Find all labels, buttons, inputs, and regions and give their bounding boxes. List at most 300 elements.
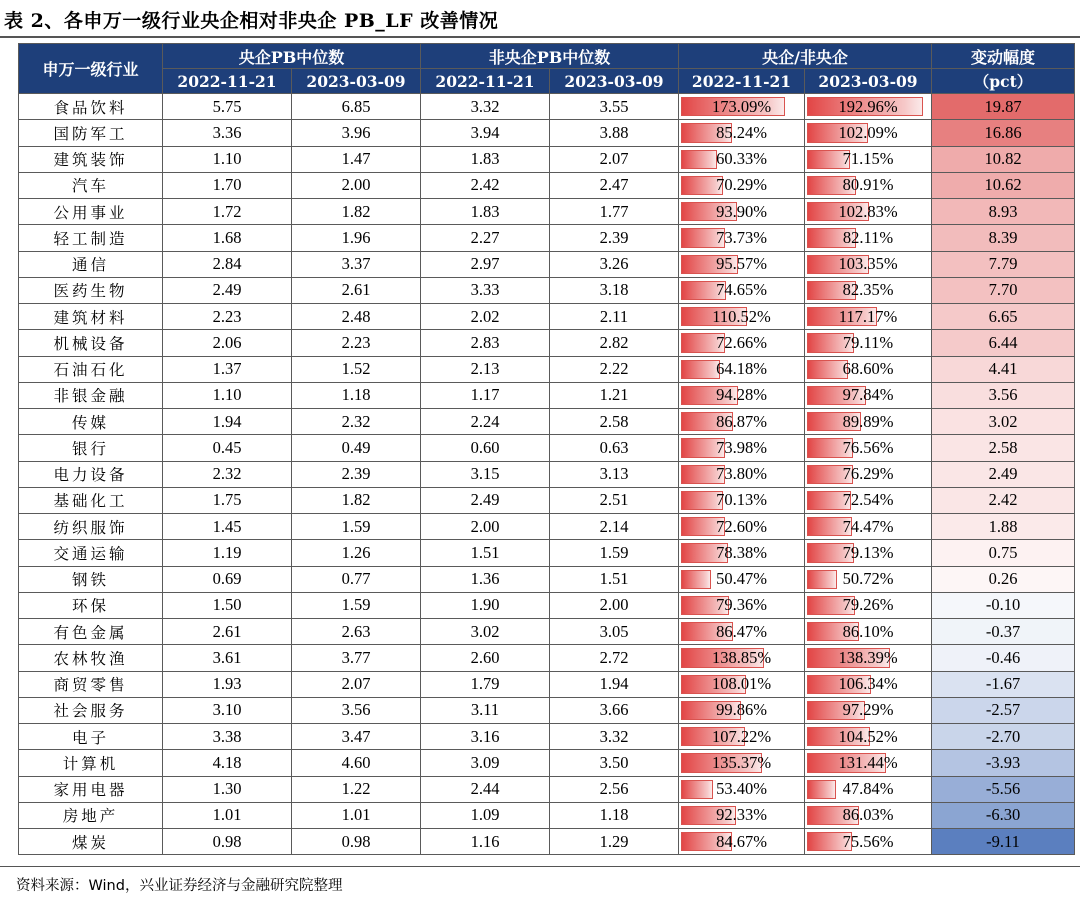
- table-row: [19, 750, 1075, 776]
- ratio-value: 50.47%: [716, 569, 767, 589]
- change-cell: 6.44: [932, 330, 1075, 356]
- change-cell: -5.56: [932, 776, 1075, 802]
- ratio-value: 47.84%: [842, 779, 894, 799]
- ratio-cell: [805, 724, 932, 750]
- ratio-cell: [805, 120, 932, 146]
- ratio-cell: [679, 435, 805, 461]
- table-row: [19, 225, 1075, 251]
- non-soe-pb-cell: 2.42: [421, 172, 550, 198]
- non-soe-pb-cell: 1.09: [421, 802, 550, 828]
- ratio-value: 94.28%: [716, 385, 767, 405]
- industry-cell: 商贸零售: [19, 671, 163, 697]
- non-soe-pb-cell: 2.51: [550, 487, 679, 513]
- change-cell: -1.67: [932, 671, 1075, 697]
- pb-comparison-table: [18, 43, 1075, 855]
- date-header: 2023-03-09: [550, 69, 679, 94]
- ratio-value: 102.83%: [838, 201, 898, 221]
- industry-cell: 交通运输: [19, 540, 163, 566]
- table-row: [19, 435, 1075, 461]
- change-cell: -0.37: [932, 619, 1075, 645]
- ratio-cell: [679, 592, 805, 618]
- ratio-cell: [679, 514, 805, 540]
- ratio-cell: [679, 120, 805, 146]
- non-soe-pb-cell: 2.60: [421, 645, 550, 671]
- soe-pb-cell: 1.19: [163, 540, 292, 566]
- soe-pb-cell: 3.10: [163, 697, 292, 723]
- ratio-cell: [805, 829, 932, 855]
- ratio-cell: [679, 356, 805, 382]
- industry-header: 申万一级行业: [19, 44, 163, 94]
- industry-cell: 轻工制造: [19, 225, 163, 251]
- soe-pb-cell: 1.26: [292, 540, 421, 566]
- non-soe-pb-cell: 2.49: [421, 487, 550, 513]
- table-row: [19, 776, 1075, 802]
- change-header: 变动幅度: [932, 44, 1075, 69]
- change-cell: -2.70: [932, 724, 1075, 750]
- ratio-value: 86.47%: [716, 621, 767, 641]
- soe-pb-cell: 1.47: [292, 146, 421, 172]
- footer-rule: [0, 866, 1080, 867]
- non-soe-pb-cell: 2.83: [421, 330, 550, 356]
- non-soe-pb-cell: 3.33: [421, 277, 550, 303]
- ratio-cell: [679, 225, 805, 251]
- ratio-cell: [679, 566, 805, 592]
- ratio-cell: [679, 724, 805, 750]
- soe-pb-cell: 3.47: [292, 724, 421, 750]
- non-soe-pb-cell: 1.21: [550, 382, 679, 408]
- ratio-cell: [805, 619, 932, 645]
- ratio-cell: [679, 199, 805, 225]
- industry-cell: 房地产: [19, 802, 163, 828]
- ratio-value: 68.60%: [842, 359, 894, 379]
- soe-pb-cell: 1.52: [292, 356, 421, 382]
- ratio-cell: [805, 776, 932, 802]
- ratio-value: 110.52%: [712, 306, 771, 326]
- soe-pb-cell: 4.18: [163, 750, 292, 776]
- soe-pb-cell: 2.06: [163, 330, 292, 356]
- non-soe-pb-header: 非央企PB中位数: [421, 44, 679, 69]
- ratio-value: 76.56%: [842, 437, 894, 457]
- ratio-cell: [805, 356, 932, 382]
- ratio-value: 75.56%: [842, 831, 894, 851]
- change-cell: 3.56: [932, 382, 1075, 408]
- ratio-cell: [805, 146, 932, 172]
- change-cell: 8.39: [932, 225, 1075, 251]
- soe-pb-cell: 1.70: [163, 172, 292, 198]
- ratio-databar: [807, 780, 836, 799]
- non-soe-pb-cell: 2.22: [550, 356, 679, 382]
- non-soe-pb-cell: 2.14: [550, 514, 679, 540]
- ratio-databar: [681, 150, 717, 169]
- ratio-cell: [805, 514, 932, 540]
- non-soe-pb-cell: 0.63: [550, 435, 679, 461]
- soe-pb-cell: 1.18: [292, 382, 421, 408]
- non-soe-pb-cell: 1.17: [421, 382, 550, 408]
- ratio-value: 53.40%: [716, 779, 767, 799]
- industry-cell: 机械设备: [19, 330, 163, 356]
- non-soe-pb-cell: 2.39: [550, 225, 679, 251]
- ratio-cell: [805, 487, 932, 513]
- soe-pb-cell: 1.01: [292, 802, 421, 828]
- non-soe-pb-cell: 1.90: [421, 592, 550, 618]
- table-row: [19, 356, 1075, 382]
- ratio-databar: [807, 570, 837, 589]
- non-soe-pb-cell: 2.00: [421, 514, 550, 540]
- ratio-cell: [805, 199, 932, 225]
- ratio-value: 72.54%: [842, 490, 894, 510]
- industry-cell: 环保: [19, 592, 163, 618]
- ratio-cell: [679, 94, 805, 120]
- ratio-cell: [679, 304, 805, 330]
- ratio-value: 70.13%: [716, 490, 767, 510]
- soe-pb-cell: 1.96: [292, 225, 421, 251]
- change-cell: -9.11: [932, 829, 1075, 855]
- non-soe-pb-cell: 3.50: [550, 750, 679, 776]
- ratio-cell: [805, 540, 932, 566]
- non-soe-pb-cell: 2.47: [550, 172, 679, 198]
- soe-pb-cell: 1.82: [292, 487, 421, 513]
- table-row: [19, 540, 1075, 566]
- ratio-value: 73.98%: [716, 437, 767, 457]
- non-soe-pb-cell: 3.88: [550, 120, 679, 146]
- ratio-cell: [679, 776, 805, 802]
- ratio-cell: [679, 829, 805, 855]
- change-cell: 10.62: [932, 172, 1075, 198]
- ratio-value: 85.24%: [716, 122, 767, 142]
- industry-cell: 电子: [19, 724, 163, 750]
- non-soe-pb-cell: 3.26: [550, 251, 679, 277]
- change-cell: -0.10: [932, 592, 1075, 618]
- non-soe-pb-cell: 3.32: [421, 94, 550, 120]
- soe-pb-cell: 1.93: [163, 671, 292, 697]
- industry-cell: 传媒: [19, 409, 163, 435]
- industry-cell: 建筑材料: [19, 304, 163, 330]
- ratio-value: 104.52%: [838, 726, 898, 746]
- ratio-value: 70.29%: [716, 175, 767, 195]
- change-cell: 16.86: [932, 120, 1075, 146]
- ratio-value: 73.80%: [716, 464, 767, 484]
- ratio-value: 60.33%: [716, 149, 767, 169]
- ratio-value: 80.91%: [842, 175, 894, 195]
- soe-pb-cell: 0.45: [163, 435, 292, 461]
- ratio-cell: [805, 435, 932, 461]
- non-soe-pb-cell: 2.00: [550, 592, 679, 618]
- non-soe-pb-cell: 2.02: [421, 304, 550, 330]
- industry-cell: 石油石化: [19, 356, 163, 382]
- ratio-value: 79.11%: [842, 332, 894, 352]
- table-row: [19, 277, 1075, 303]
- ratio-databar: [681, 360, 720, 379]
- date-header: 2022-11-21: [679, 69, 805, 94]
- ratio-cell: [805, 566, 932, 592]
- ratio-value: 79.26%: [842, 595, 894, 615]
- non-soe-pb-cell: 0.60: [421, 435, 550, 461]
- ratio-cell: [805, 697, 932, 723]
- ratio-value: 76.29%: [842, 464, 894, 484]
- ratio-header: 央企/非央企: [679, 44, 932, 69]
- ratio-value: 131.44%: [838, 752, 898, 772]
- ratio-value: 71.15%: [842, 149, 894, 169]
- soe-pb-cell: 3.96: [292, 120, 421, 146]
- ratio-value: 93.90%: [716, 201, 767, 221]
- change-cell: 4.41: [932, 356, 1075, 382]
- non-soe-pb-cell: 3.05: [550, 619, 679, 645]
- soe-pb-cell: 1.75: [163, 487, 292, 513]
- non-soe-pb-cell: 2.44: [421, 776, 550, 802]
- ratio-value: 82.11%: [842, 227, 894, 247]
- non-soe-pb-cell: 1.51: [421, 540, 550, 566]
- non-soe-pb-cell: 1.29: [550, 829, 679, 855]
- change-cell: 2.49: [932, 461, 1075, 487]
- soe-pb-cell: 0.98: [163, 829, 292, 855]
- soe-pb-cell: 1.82: [292, 199, 421, 225]
- soe-pb-cell: 2.07: [292, 671, 421, 697]
- table-row: [19, 697, 1075, 723]
- ratio-value: 73.73%: [716, 227, 767, 247]
- ratio-cell: [805, 671, 932, 697]
- change-cell: 3.02: [932, 409, 1075, 435]
- non-soe-pb-cell: 3.09: [421, 750, 550, 776]
- non-soe-pb-cell: 1.59: [550, 540, 679, 566]
- non-soe-pb-cell: 1.83: [421, 199, 550, 225]
- non-soe-pb-cell: 2.27: [421, 225, 550, 251]
- ratio-cell: [679, 382, 805, 408]
- industry-cell: 基础化工: [19, 487, 163, 513]
- soe-pb-cell: 3.61: [163, 645, 292, 671]
- table-row: [19, 829, 1075, 855]
- change-cell: 6.65: [932, 304, 1075, 330]
- change-cell: -0.46: [932, 645, 1075, 671]
- soe-pb-cell: 2.32: [292, 409, 421, 435]
- non-soe-pb-cell: 1.83: [421, 146, 550, 172]
- ratio-value: 72.60%: [716, 516, 767, 536]
- ratio-cell: [679, 172, 805, 198]
- industry-cell: 国防军工: [19, 120, 163, 146]
- ratio-value: 138.85%: [711, 647, 772, 667]
- soe-pb-cell: 1.68: [163, 225, 292, 251]
- ratio-cell: [679, 461, 805, 487]
- ratio-cell: [805, 172, 932, 198]
- non-soe-pb-cell: 1.79: [421, 671, 550, 697]
- soe-pb-cell: 4.60: [292, 750, 421, 776]
- table-row: [19, 487, 1075, 513]
- non-soe-pb-cell: 3.94: [421, 120, 550, 146]
- soe-pb-cell: 2.48: [292, 304, 421, 330]
- soe-pb-cell: 0.98: [292, 829, 421, 855]
- ratio-cell: [679, 487, 805, 513]
- industry-cell: 医药生物: [19, 277, 163, 303]
- soe-pb-cell: 5.75: [163, 94, 292, 120]
- ratio-cell: [805, 225, 932, 251]
- non-soe-pb-cell: 2.72: [550, 645, 679, 671]
- table-row: [19, 802, 1075, 828]
- ratio-cell: [805, 802, 932, 828]
- soe-pb-cell: 3.37: [292, 251, 421, 277]
- ratio-cell: [805, 277, 932, 303]
- soe-pb-cell: 1.37: [163, 356, 292, 382]
- soe-pb-cell: 2.39: [292, 461, 421, 487]
- ratio-cell: [805, 645, 932, 671]
- ratio-cell: [679, 697, 805, 723]
- ratio-value: 74.47%: [842, 516, 894, 536]
- industry-cell: 农林牧渔: [19, 645, 163, 671]
- table-row: [19, 461, 1075, 487]
- ratio-value: 138.39%: [838, 647, 898, 667]
- soe-pb-cell: 0.49: [292, 435, 421, 461]
- ratio-value: 107.22%: [711, 726, 772, 746]
- ratio-value: 74.65%: [716, 280, 767, 300]
- title-rule: [0, 36, 1080, 38]
- non-soe-pb-cell: 3.11: [421, 697, 550, 723]
- ratio-value: 135.37%: [711, 752, 772, 772]
- industry-cell: 钢铁: [19, 566, 163, 592]
- industry-cell: 公用事业: [19, 199, 163, 225]
- soe-pb-cell: 1.01: [163, 802, 292, 828]
- table-row: [19, 671, 1075, 697]
- ratio-cell: [679, 671, 805, 697]
- industry-cell: 非银金融: [19, 382, 163, 408]
- table-row: [19, 304, 1075, 330]
- industry-cell: 纺织服饰: [19, 514, 163, 540]
- soe-pb-cell: 3.56: [292, 697, 421, 723]
- ratio-value: 79.13%: [842, 542, 894, 562]
- non-soe-pb-cell: 1.18: [550, 802, 679, 828]
- table-row: [19, 172, 1075, 198]
- ratio-value: 78.38%: [716, 542, 767, 562]
- ratio-databar: [681, 570, 711, 589]
- ratio-value: 97.29%: [842, 700, 894, 720]
- change-cell: 10.82: [932, 146, 1075, 172]
- ratio-cell: [679, 802, 805, 828]
- non-soe-pb-cell: 2.07: [550, 146, 679, 172]
- ratio-value: 173.09%: [711, 96, 772, 116]
- soe-pb-cell: 2.49: [163, 277, 292, 303]
- non-soe-pb-cell: 1.36: [421, 566, 550, 592]
- change-cell: -2.57: [932, 697, 1075, 723]
- unit-header: （pct）: [932, 69, 1075, 94]
- ratio-cell: [805, 750, 932, 776]
- table-row: [19, 146, 1075, 172]
- ratio-value: 99.86%: [716, 700, 767, 720]
- non-soe-pb-cell: 2.13: [421, 356, 550, 382]
- non-soe-pb-cell: 3.55: [550, 94, 679, 120]
- non-soe-pb-cell: 1.51: [550, 566, 679, 592]
- ratio-value: 108.01%: [711, 674, 772, 694]
- ratio-cell: [679, 645, 805, 671]
- non-soe-pb-cell: 2.11: [550, 304, 679, 330]
- table-body: [19, 94, 1075, 855]
- soe-pb-cell: 2.23: [292, 330, 421, 356]
- table-row: [19, 645, 1075, 671]
- ratio-value: 192.96%: [838, 96, 898, 116]
- non-soe-pb-cell: 2.56: [550, 776, 679, 802]
- soe-pb-cell: 0.69: [163, 566, 292, 592]
- ratio-value: 95.57%: [716, 254, 767, 274]
- date-header: 2022-11-21: [163, 69, 292, 94]
- soe-pb-cell: 1.22: [292, 776, 421, 802]
- non-soe-pb-cell: 3.66: [550, 697, 679, 723]
- change-cell: -3.93: [932, 750, 1075, 776]
- ratio-databar: [807, 360, 848, 379]
- soe-pb-header: 央企PB中位数: [163, 44, 421, 69]
- date-header: 2023-03-09: [292, 69, 421, 94]
- ratio-value: 86.87%: [716, 411, 767, 431]
- soe-pb-cell: 2.00: [292, 172, 421, 198]
- industry-cell: 建筑装饰: [19, 146, 163, 172]
- ratio-cell: [805, 461, 932, 487]
- soe-pb-cell: 1.10: [163, 146, 292, 172]
- date-header: 2023-03-09: [805, 69, 932, 94]
- ratio-value: 103.35%: [838, 254, 898, 274]
- soe-pb-cell: 1.10: [163, 382, 292, 408]
- soe-pb-cell: 2.61: [163, 619, 292, 645]
- non-soe-pb-cell: 3.13: [550, 461, 679, 487]
- soe-pb-cell: 2.61: [292, 277, 421, 303]
- industry-cell: 通信: [19, 251, 163, 277]
- ratio-cell: [679, 330, 805, 356]
- soe-pb-cell: 2.32: [163, 461, 292, 487]
- soe-pb-cell: 2.63: [292, 619, 421, 645]
- change-cell: -6.30: [932, 802, 1075, 828]
- ratio-value: 72.66%: [716, 332, 767, 352]
- ratio-value: 84.67%: [716, 831, 767, 851]
- soe-pb-cell: 1.59: [292, 514, 421, 540]
- soe-pb-cell: 0.77: [292, 566, 421, 592]
- change-cell: 0.75: [932, 540, 1075, 566]
- industry-cell: 食品饮料: [19, 94, 163, 120]
- industry-cell: 计算机: [19, 750, 163, 776]
- ratio-value: 82.35%: [842, 280, 894, 300]
- ratio-cell: [805, 409, 932, 435]
- ratio-cell: [679, 251, 805, 277]
- industry-cell: 家用电器: [19, 776, 163, 802]
- table-row: [19, 199, 1075, 225]
- industry-cell: 有色金属: [19, 619, 163, 645]
- ratio-cell: [805, 94, 932, 120]
- ratio-value: 89.89%: [842, 411, 894, 431]
- industry-cell: 电力设备: [19, 461, 163, 487]
- soe-pb-cell: 3.38: [163, 724, 292, 750]
- non-soe-pb-cell: 3.02: [421, 619, 550, 645]
- ratio-value: 50.72%: [842, 569, 894, 589]
- table-row: [19, 592, 1075, 618]
- ratio-cell: [679, 750, 805, 776]
- soe-pb-cell: 1.72: [163, 199, 292, 225]
- ratio-cell: [679, 619, 805, 645]
- table-row: [19, 94, 1075, 120]
- non-soe-pb-cell: 3.18: [550, 277, 679, 303]
- soe-pb-cell: 1.59: [292, 592, 421, 618]
- table-row: [19, 120, 1075, 146]
- change-cell: 8.93: [932, 199, 1075, 225]
- non-soe-pb-cell: 2.97: [421, 251, 550, 277]
- ratio-value: 79.36%: [716, 595, 767, 615]
- ratio-cell: [805, 592, 932, 618]
- non-soe-pb-cell: 3.32: [550, 724, 679, 750]
- table-row: [19, 409, 1075, 435]
- change-cell: 2.42: [932, 487, 1075, 513]
- non-soe-pb-cell: 1.16: [421, 829, 550, 855]
- date-header: 2022-11-21: [421, 69, 550, 94]
- ratio-cell: [679, 277, 805, 303]
- ratio-value: 92.33%: [716, 805, 767, 825]
- ratio-cell: [805, 251, 932, 277]
- soe-pb-cell: 1.30: [163, 776, 292, 802]
- table-row: [19, 251, 1075, 277]
- soe-pb-cell: 6.85: [292, 94, 421, 120]
- change-cell: 0.26: [932, 566, 1075, 592]
- ratio-cell: [679, 409, 805, 435]
